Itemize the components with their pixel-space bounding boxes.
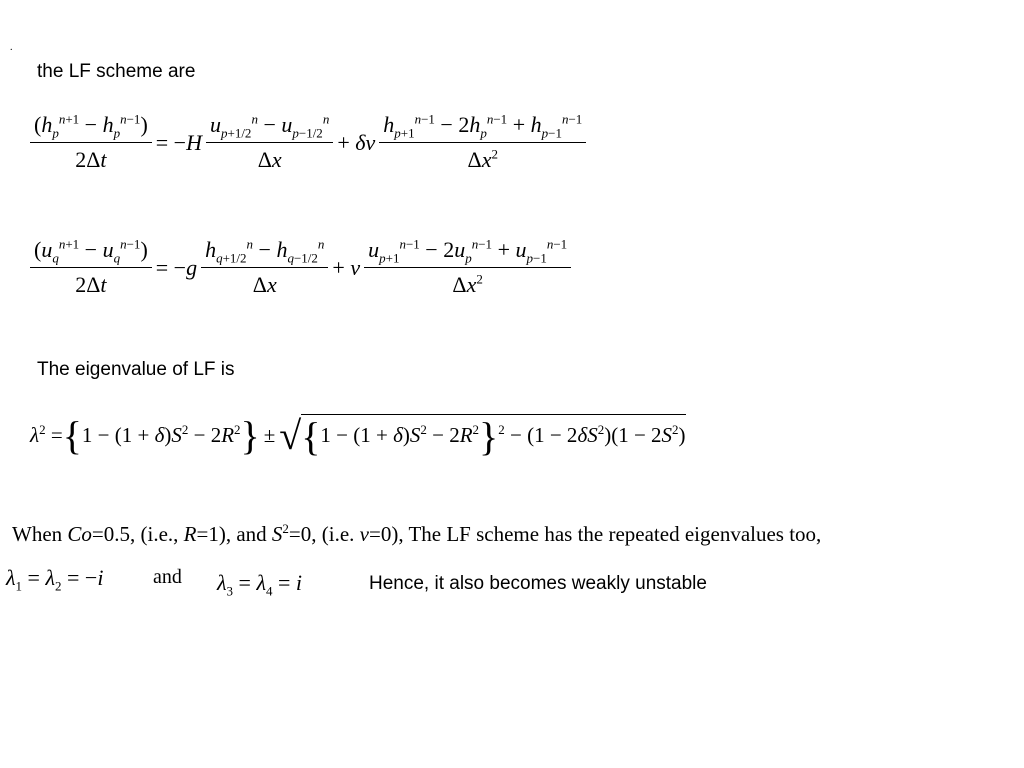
conclusion-r: R [183,522,197,546]
eq1-diffusion-fraction: $\frac{h_{p+1}^{n-1} - 2h_p^{n-1} + h_{p-1}^{n-1}}{\Delta x^2}$ [379,112,586,173]
sqrt-term: $√\{1 - (1 + \delta)S^2 - 2R^2\}^2 - (1 - 2\delta S^2)(1 - 2S^2)$ [279,413,686,459]
conclusion-s-sup: 2 [282,521,289,536]
and-word: and [153,566,182,588]
intro-text: the LF scheme are [37,61,196,82]
conclusion-r-value: =1), and [196,522,272,546]
lambda34-equation: $\lambda_3 = \lambda_4 = i$ [217,570,303,599]
conclusion-s-value: =0, (i.e. [288,522,360,546]
equation-h: $\frac{(h_p^{n+1} - h_p^{n-1})}{2\Delta t}$ = −H $\frac{u_{p+1/2}^n - u_{p-1/2}^n}{\Delta x}$ + δν $\frac{h_{p+1}^{n-1} - 2h_p^{n-1} + h_{p-1}^{n-1}}{\Delta x^2}$ [30,112,586,173]
eq2-lhs-fraction: $\frac{(u_q^{n+1} - u_q^{n-1})}{2\Delta t}$ [30,237,152,298]
hence-text: Hence, it also becomes weakly unstable [369,573,707,594]
conclusion-co: Co [67,522,92,546]
equation-u: $\frac{(u_q^{n+1} - u_q^{n-1})}{2\Delta t}$ = −g $\frac{h_{q+1/2}^n - h_{q-1/2}^n}{\Delta x}$ + ν $\frac{u_{p+1}^{n-1} - 2u_p^{n-1} + u_{p-1}^{n-1}}{\Delta x^2}$ [30,237,571,298]
corner-dot: . [10,42,13,53]
conclusion-tail: =0), The LF scheme has the repeated eigenvalues too, [369,522,822,546]
eq2-diffusion-fraction: $\frac{u_{p+1}^{n-1} - 2u_p^{n-1} + u_{p-1}^{n-1}}{\Delta x^2}$ [364,237,571,298]
conclusion-when: When [12,522,68,546]
eigenvalue-equation: $\lambda^2$ = { $1 - (1 + \delta)S^2 - 2R^2$ } ± $√\{1 - (1 + \delta)S^2 - 2R^2\}^2 - (1 - 2\delta S^2)(1 - 2S^2)$ [30,412,686,459]
conclusion-sentence [12,522,821,547]
eigenvalue-heading: The eigenvalue of LF is [37,359,235,380]
lambda12-equation: $\lambda_1 = \lambda_2 = -i$ [6,565,104,594]
conclusion-co-value: =0.5, (i.e., [91,522,184,546]
conclusion-nu: ν [359,522,369,546]
eq1-advection-fraction: $\frac{u_{p+1/2}^n - u_{p-1/2}^n}{\Delta x}$ [206,112,333,173]
eq1-lhs-fraction: $\frac{(h_p^{n+1} - h_p^{n-1})}{2\Delta t}$ [30,112,152,173]
conclusion-s: S [271,522,283,546]
eq2-gradient-fraction: $\frac{h_{q+1/2}^n - h_{q-1/2}^n}{\Delta x}$ [201,237,328,298]
